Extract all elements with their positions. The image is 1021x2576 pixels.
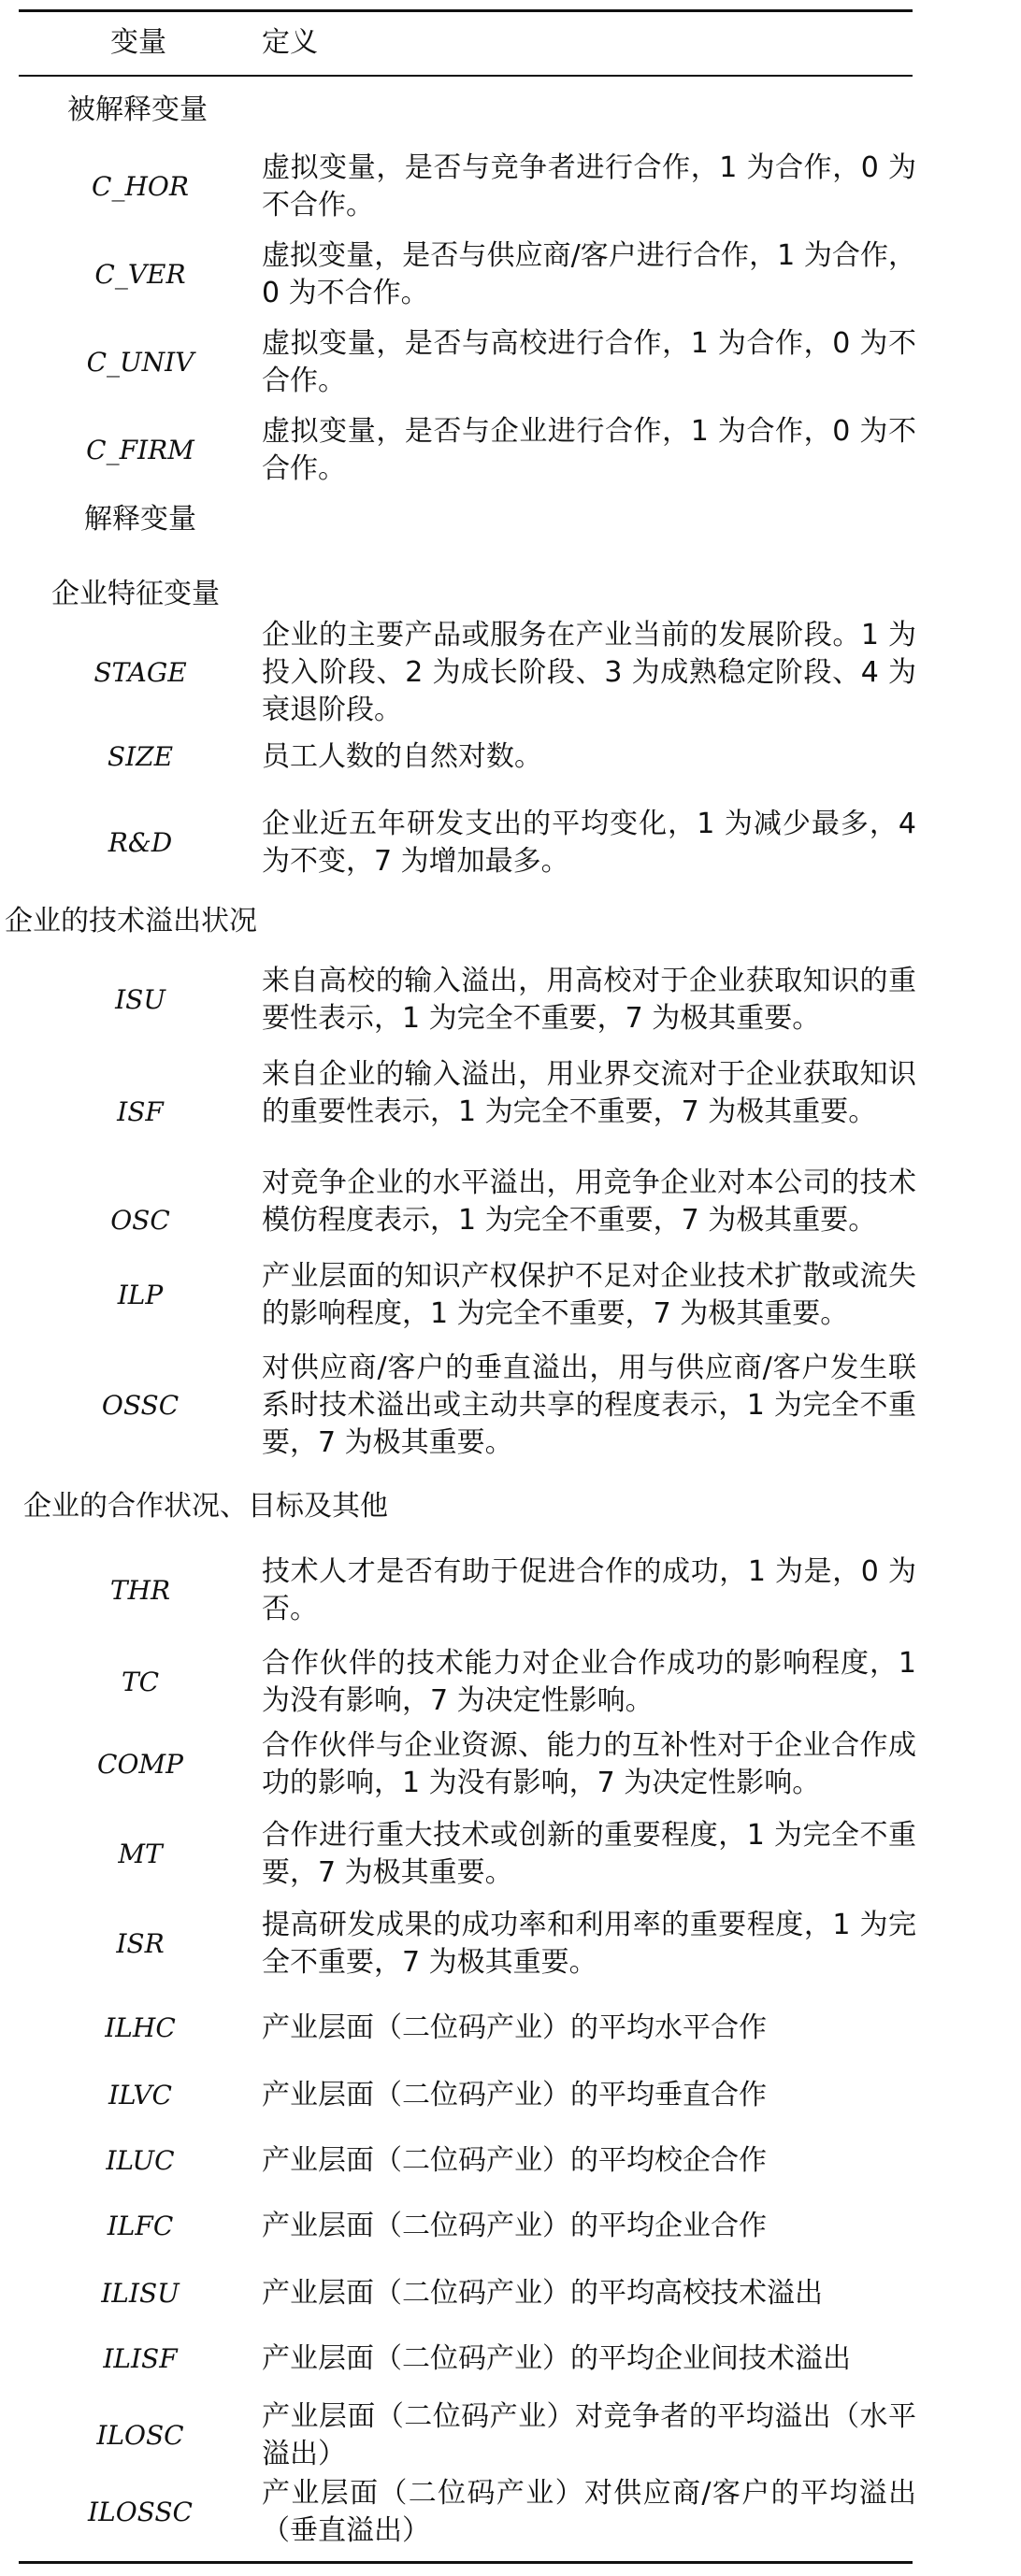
section-heading: 企业的技术溢出状况	[5, 905, 257, 937]
variable-name: COMP	[97, 1749, 183, 1780]
variable-name: ILVC	[108, 2080, 172, 2111]
variable-definition: 虚拟变量，是否与高校进行合作，1 为合作，0 为不合作。	[262, 327, 916, 397]
variable-name: ILISU	[101, 2278, 180, 2309]
variable-name: TC	[121, 1667, 160, 1697]
variable-definition: 产业层面的知识产权保护不足对企业技术扩散或流失的影响程度，1 为完全不重要，7 为极其重要。	[262, 1260, 916, 1330]
variable-definition: 提高研发成果的成功率和利用率的重要程度，1 为完全不重要，7 为极其重要。	[262, 1909, 916, 1979]
variable-definition: 产业层面（二位码产业）的平均企业间技术溢出	[262, 2342, 851, 2375]
variable-name: STAGE	[93, 657, 187, 688]
variable-definition: 来自高校的输入溢出，用高校对于企业获取知识的重要性表示，1 为完全不重要，7 为极其重要。	[262, 965, 916, 1035]
variable-name: ILOSSC	[88, 2497, 193, 2527]
variable-name: ILISF	[103, 2343, 178, 2374]
variable-name: THR	[109, 1575, 171, 1606]
section-heading: 企业的合作状况、目标及其他	[23, 1490, 388, 1523]
variable-name: C_HOR	[92, 171, 189, 202]
variable-name: ISR	[116, 1928, 165, 1959]
section-heading: 解释变量	[84, 503, 196, 536]
header-rule	[19, 75, 913, 77]
variable-definition: 虚拟变量，是否与企业进行合作，1 为合作，0 为不合作。	[262, 415, 916, 485]
variable-definition: 产业层面（二位码产业）的平均高校技术溢出	[262, 2277, 823, 2310]
variable-definition: 员工人数的自然对数。	[262, 740, 542, 773]
variable-definition: 来自企业的输入溢出，用业界交流对于企业获取知识的重要性表示，1 为完全不重要，7 为极其重要。	[262, 1058, 916, 1128]
variable-name: C_VER	[94, 259, 186, 290]
variable-name: ILP	[117, 1280, 164, 1310]
variable-name: ILOSC	[96, 2420, 184, 2451]
variable-name: MT	[118, 1839, 163, 1869]
variable-name: OSSC	[101, 1390, 180, 1421]
variable-definition: 合作伙伴与企业资源、能力的互补性对于企业合作成功的影响，1 为没有影响，7 为决定性影响。	[262, 1729, 916, 1799]
variable-name: C_UNIV	[86, 347, 194, 378]
variable-definition: 产业层面（二位码产业）的平均垂直合作	[262, 2079, 767, 2111]
variable-definition: 产业层面（二位码产业）对竞争者的平均溢出（水平溢出）	[262, 2400, 916, 2470]
variable-definition: 产业层面（二位码产业）的平均水平合作	[262, 2011, 767, 2044]
variable-definition: 对竞争企业的水平溢出，用竞争企业对本公司的技术模仿程度表示，1 为完全不重要，7 为极其重要。	[262, 1166, 916, 1237]
variable-definition: 合作伙伴的技术能力对企业合作成功的影响程度，1 为没有影响，7 为决定性影响。	[262, 1647, 916, 1717]
header-definition: 定义	[262, 26, 318, 59]
variable-definition: 企业的主要产品或服务在产业当前的发展阶段。1 为投入阶段、2 为成长阶段、3 为成熟稳定阶段、4 为衰退阶段。	[262, 619, 916, 726]
section-heading: 企业特征变量	[51, 578, 220, 610]
variable-definition: 虚拟变量，是否与竞争者进行合作，1 为合作，0 为不合作。	[262, 151, 916, 222]
variable-name: ILFC	[107, 2211, 174, 2241]
variable-definition: 产业层面（二位码产业）的平均校企合作	[262, 2144, 767, 2177]
variable-name: R&D	[108, 827, 173, 858]
variable-definition: 合作进行重大技术或创新的重要程度，1 为完全不重要，7 为极其重要。	[262, 1819, 916, 1889]
variable-name: OSC	[110, 1205, 170, 1236]
variable-definition: 虚拟变量，是否与供应商/客户进行合作，1 为合作，0 为不合作。	[262, 239, 916, 309]
bottom-rule	[19, 2561, 913, 2564]
variable-name: ILHC	[105, 2012, 176, 2043]
variable-definition: 企业近五年研发支出的平均变化，1 为减少最多，4 为不变，7 为增加最多。	[262, 808, 916, 878]
header-variable: 变量	[110, 26, 166, 59]
variable-name: ILUC	[106, 2145, 175, 2176]
section-heading: 被解释变量	[67, 93, 208, 126]
variable-definition: 技术人才是否有助于促进合作的成功，1 为是，0 为否。	[262, 1555, 916, 1625]
variable-name: ISU	[115, 984, 165, 1015]
variable-definition: 对供应商/客户的垂直溢出，用与供应商/客户发生联系时技术溢出或主动共享的程度表示，1 为完全不重要，7 为极其重要。	[262, 1352, 916, 1459]
variable-name: C_FIRM	[86, 435, 194, 465]
variable-name: SIZE	[107, 741, 174, 772]
top-rule	[19, 9, 913, 12]
variable-definition: 产业层面（二位码产业）的平均企业合作	[262, 2210, 767, 2242]
variable-name: ISF	[117, 1096, 164, 1127]
variable-definition: 产业层面（二位码产业）对供应商/客户的平均溢出（垂直溢出）	[262, 2477, 916, 2547]
